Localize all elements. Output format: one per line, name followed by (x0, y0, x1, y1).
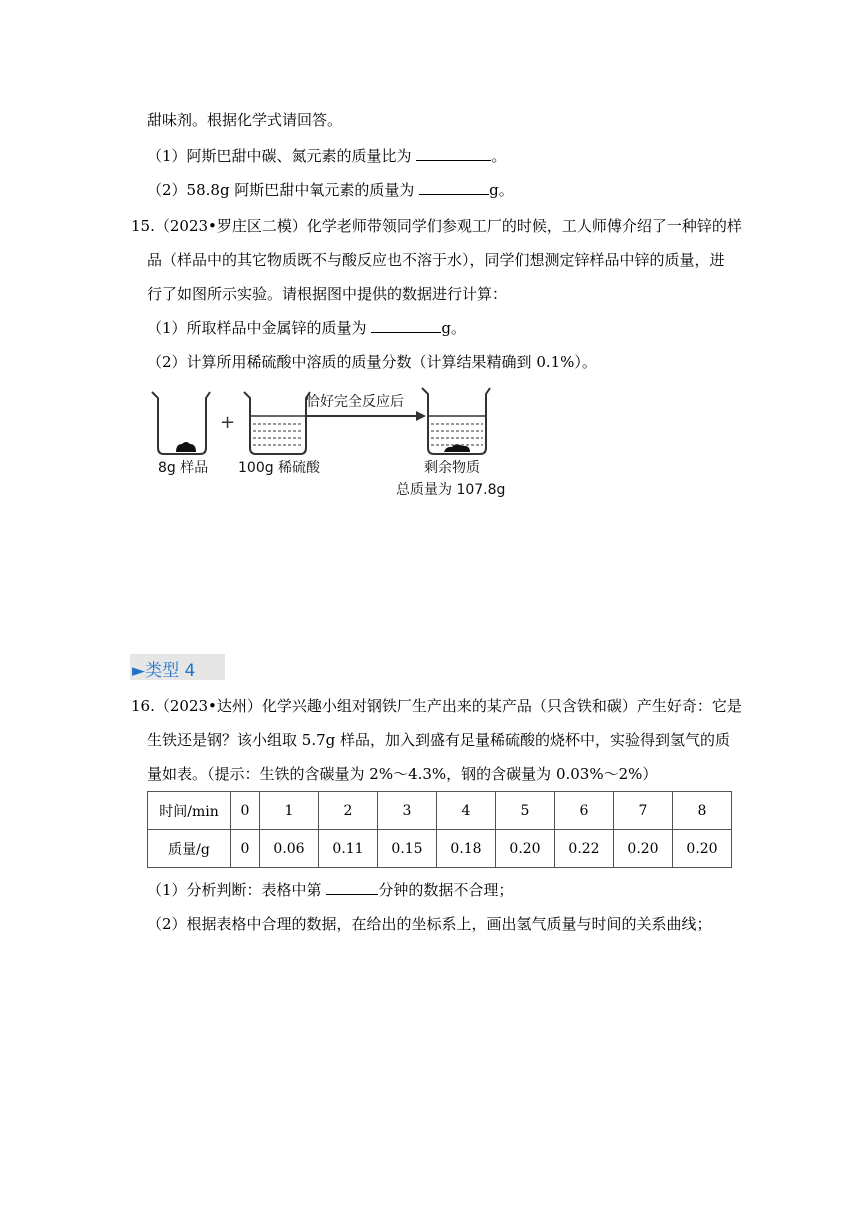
liquid-dashes-3 (431, 424, 483, 445)
reaction-arrowhead (416, 411, 426, 421)
q14-part2-prefix: （2）58.8g 阿斯巴甜中氧元素的质量为 (147, 181, 420, 199)
q15-line1: 15.（2023•罗庄区二模）化学老师带领同学们参观工厂的时候，工人师傅介绍了一种锌的样 (131, 217, 742, 235)
beaker-2-label: 100g 稀硫酸 (238, 460, 321, 476)
q14-part1-blank[interactable] (416, 146, 491, 161)
q16-part1-suffix: 分钟的数据不合理； (378, 881, 514, 899)
beaker-3 (422, 388, 490, 454)
table-cell: 0 (231, 792, 260, 830)
q15-line2: 品（样品中的其它物质既不与酸反应也不溶于水），同学们想测定锌样品中锌的质量，进 (147, 251, 725, 269)
q15-line3: 行了如图所示实验。请根据图中提供的数据进行计算： (147, 285, 508, 303)
table-cell: 1 (260, 792, 319, 830)
plus-sign: + (220, 412, 236, 433)
q14-part1-prefix: （1）阿斯巴甜中碳、氮元素的质量比为 (147, 147, 417, 165)
q14-part2-suffix: g。 (489, 181, 514, 199)
q16-part2: （2）根据表格中合理的数据，在给出的坐标系上，画出氢气质量与时间的关系曲线； (147, 915, 712, 933)
table-cell: 0.20 (673, 830, 732, 868)
q16-line1: 16.（2023•达州）化学兴趣小组对钢铁厂生产出来的某产品（只含铁和碳）产生好奇：它是 (131, 697, 742, 715)
q16-part1 (147, 880, 513, 900)
q16-part1-blank[interactable] (326, 880, 378, 895)
table-row-time (148, 792, 732, 830)
table-cell: 3 (378, 792, 437, 830)
table-cell: 6 (555, 792, 614, 830)
table-cell: 5 (496, 792, 555, 830)
zinc-sample-1 (176, 442, 196, 452)
q15-part1 (147, 318, 466, 338)
liquid-dashes-2 (253, 424, 303, 445)
q14-part2-blank[interactable] (419, 180, 489, 195)
total-mass-label: 总质量为 107.8g (396, 482, 506, 498)
table-cell: 7 (614, 792, 673, 830)
table-cell: 0.11 (319, 830, 378, 868)
table-cell: 2 (319, 792, 378, 830)
intro-tail-text: 甜味剂。根据化学式请回答。 (147, 111, 343, 129)
table-cell: 0.20 (614, 830, 673, 868)
table-cell: 0.22 (555, 830, 614, 868)
table-cell: 0.15 (378, 830, 437, 868)
q14-part2 (147, 180, 514, 200)
table-cell: 8 (673, 792, 732, 830)
section-label: ►类型 4 (132, 661, 196, 681)
table-cell: 0.06 (260, 830, 319, 868)
beaker-3-label: 剩余物质 (424, 460, 480, 476)
table-cell: 4 (437, 792, 496, 830)
table-cell: 0.20 (496, 830, 555, 868)
section-header (130, 654, 225, 680)
arrow-label: 恰好完全反应后 (306, 394, 404, 410)
q15-part2: （2）计算所用稀硫酸中溶质的质量分数（计算结果精确到 0.1%）。 (147, 353, 597, 371)
table-row-mass (148, 830, 732, 868)
table-cell: 0 (231, 830, 260, 868)
q15-part1-blank[interactable] (371, 318, 441, 333)
q14-part1 (147, 146, 506, 166)
q15-part1-prefix: （1）所取样品中金属锌的质量为 (147, 319, 372, 337)
table-cell: 质量/g (148, 830, 231, 868)
beaker-1-label: 8g 样品 (158, 460, 209, 476)
hydrogen-mass-table (147, 791, 732, 868)
q14-part1-suffix: 。 (491, 147, 507, 165)
table-cell: 时间/min (148, 792, 231, 830)
q15-part1-suffix: g。 (441, 319, 466, 337)
table-cell: 0.18 (437, 830, 496, 868)
q16-line2: 生铁还是钢？该小组取 5.7g 样品，加入到盛有足量稀硫酸的烧杯中，实验得到氢气的质 (147, 731, 730, 749)
q16-line3: 量如表。（提示：生铁的含碳量为 2%～4.3%，钢的含碳量为 0.03%～2%） (147, 765, 658, 783)
q15-experiment-figure (140, 380, 520, 504)
q16-part1-prefix: （1）分析判断：表格中第 (147, 881, 327, 899)
